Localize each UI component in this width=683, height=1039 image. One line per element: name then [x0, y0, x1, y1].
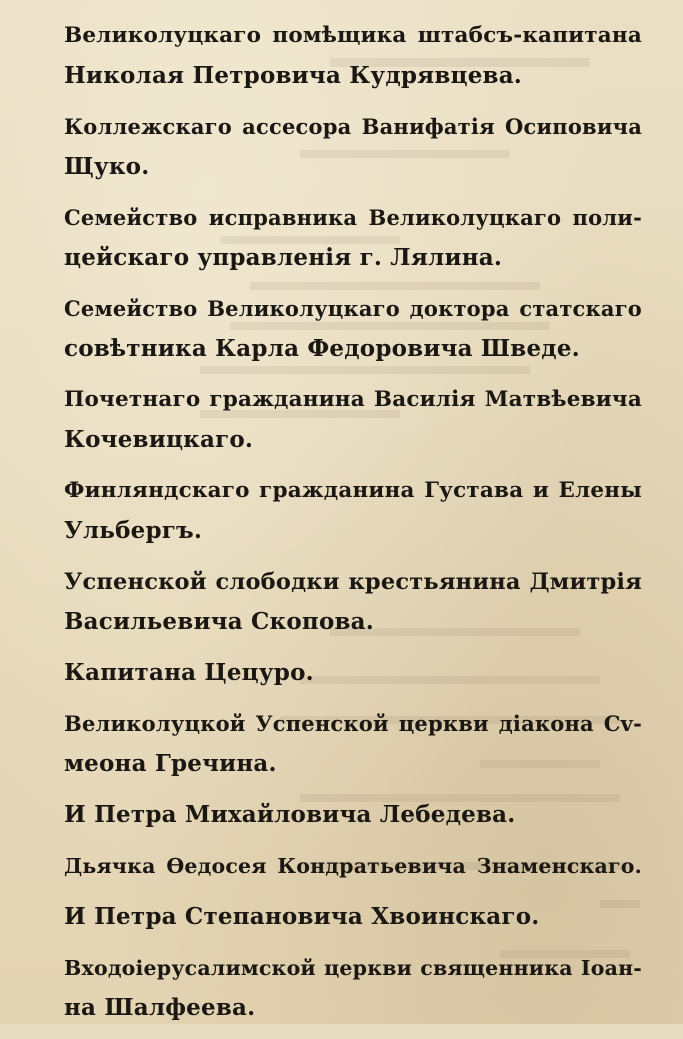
list-item — [64, 289, 642, 369]
text-line: Кочевицкаго. — [64, 426, 254, 453]
list-item — [64, 380, 642, 460]
text-line: Коллежскаго ассесора Ванифатія Осиповича — [64, 114, 642, 139]
text-line: Капитана Цецуро. — [64, 659, 314, 686]
list-item — [64, 897, 642, 937]
text-line: Входоіерусалимской церкви священника Іоан- — [64, 956, 642, 980]
text-line: Васильевича Скопова. — [64, 608, 374, 635]
text-line: Почетнаго гражданина Василія Матвѣевича — [64, 387, 642, 412]
text-line: Финляндскаго гражданина Густава и Елены — [64, 478, 642, 503]
list-item — [64, 16, 642, 96]
text-line: меона Гречина. — [64, 750, 277, 777]
text-line: Семейство исправника Великолуцкаго поли- — [64, 205, 642, 230]
text-line: И Петра Михайловича Лебедева. — [64, 801, 516, 828]
text-line: Дьячка Ѳедосея Кондратьевича Знаменскаго. — [64, 854, 642, 878]
text-line: Великолуцкаго помѣщика штабсъ-капитана — [64, 23, 642, 48]
text-line: Семейство Великолуцкаго доктора статскаго — [64, 296, 642, 321]
list-item — [64, 795, 642, 835]
text-line: Николая Петровича Кудрявцева. — [64, 62, 523, 89]
list-item — [64, 948, 642, 1028]
text-line: Успенской слободки крестьянина Дмитрія — [64, 569, 642, 595]
list-item — [64, 562, 642, 642]
text-line: И Петра Степановича Хвоинскаго. — [64, 903, 540, 930]
list-item — [64, 198, 642, 278]
text-line: Великолуцкой Успенской церкви діакона Сv- — [64, 711, 642, 736]
document-text — [64, 16, 642, 1039]
list-item — [64, 471, 642, 551]
list-item — [64, 846, 642, 886]
list-item — [64, 653, 642, 693]
text-line: Щуко. — [64, 153, 150, 180]
text-line: совѣтника Карла Федоровича Шведе. — [64, 335, 580, 362]
text-line: цейскаго управленія г. Лялина. — [64, 244, 503, 271]
text-line: Ульбергъ. — [64, 517, 203, 544]
list-item — [64, 107, 642, 187]
list-item — [64, 704, 642, 784]
text-line: на Шалфеева. — [64, 994, 256, 1021]
